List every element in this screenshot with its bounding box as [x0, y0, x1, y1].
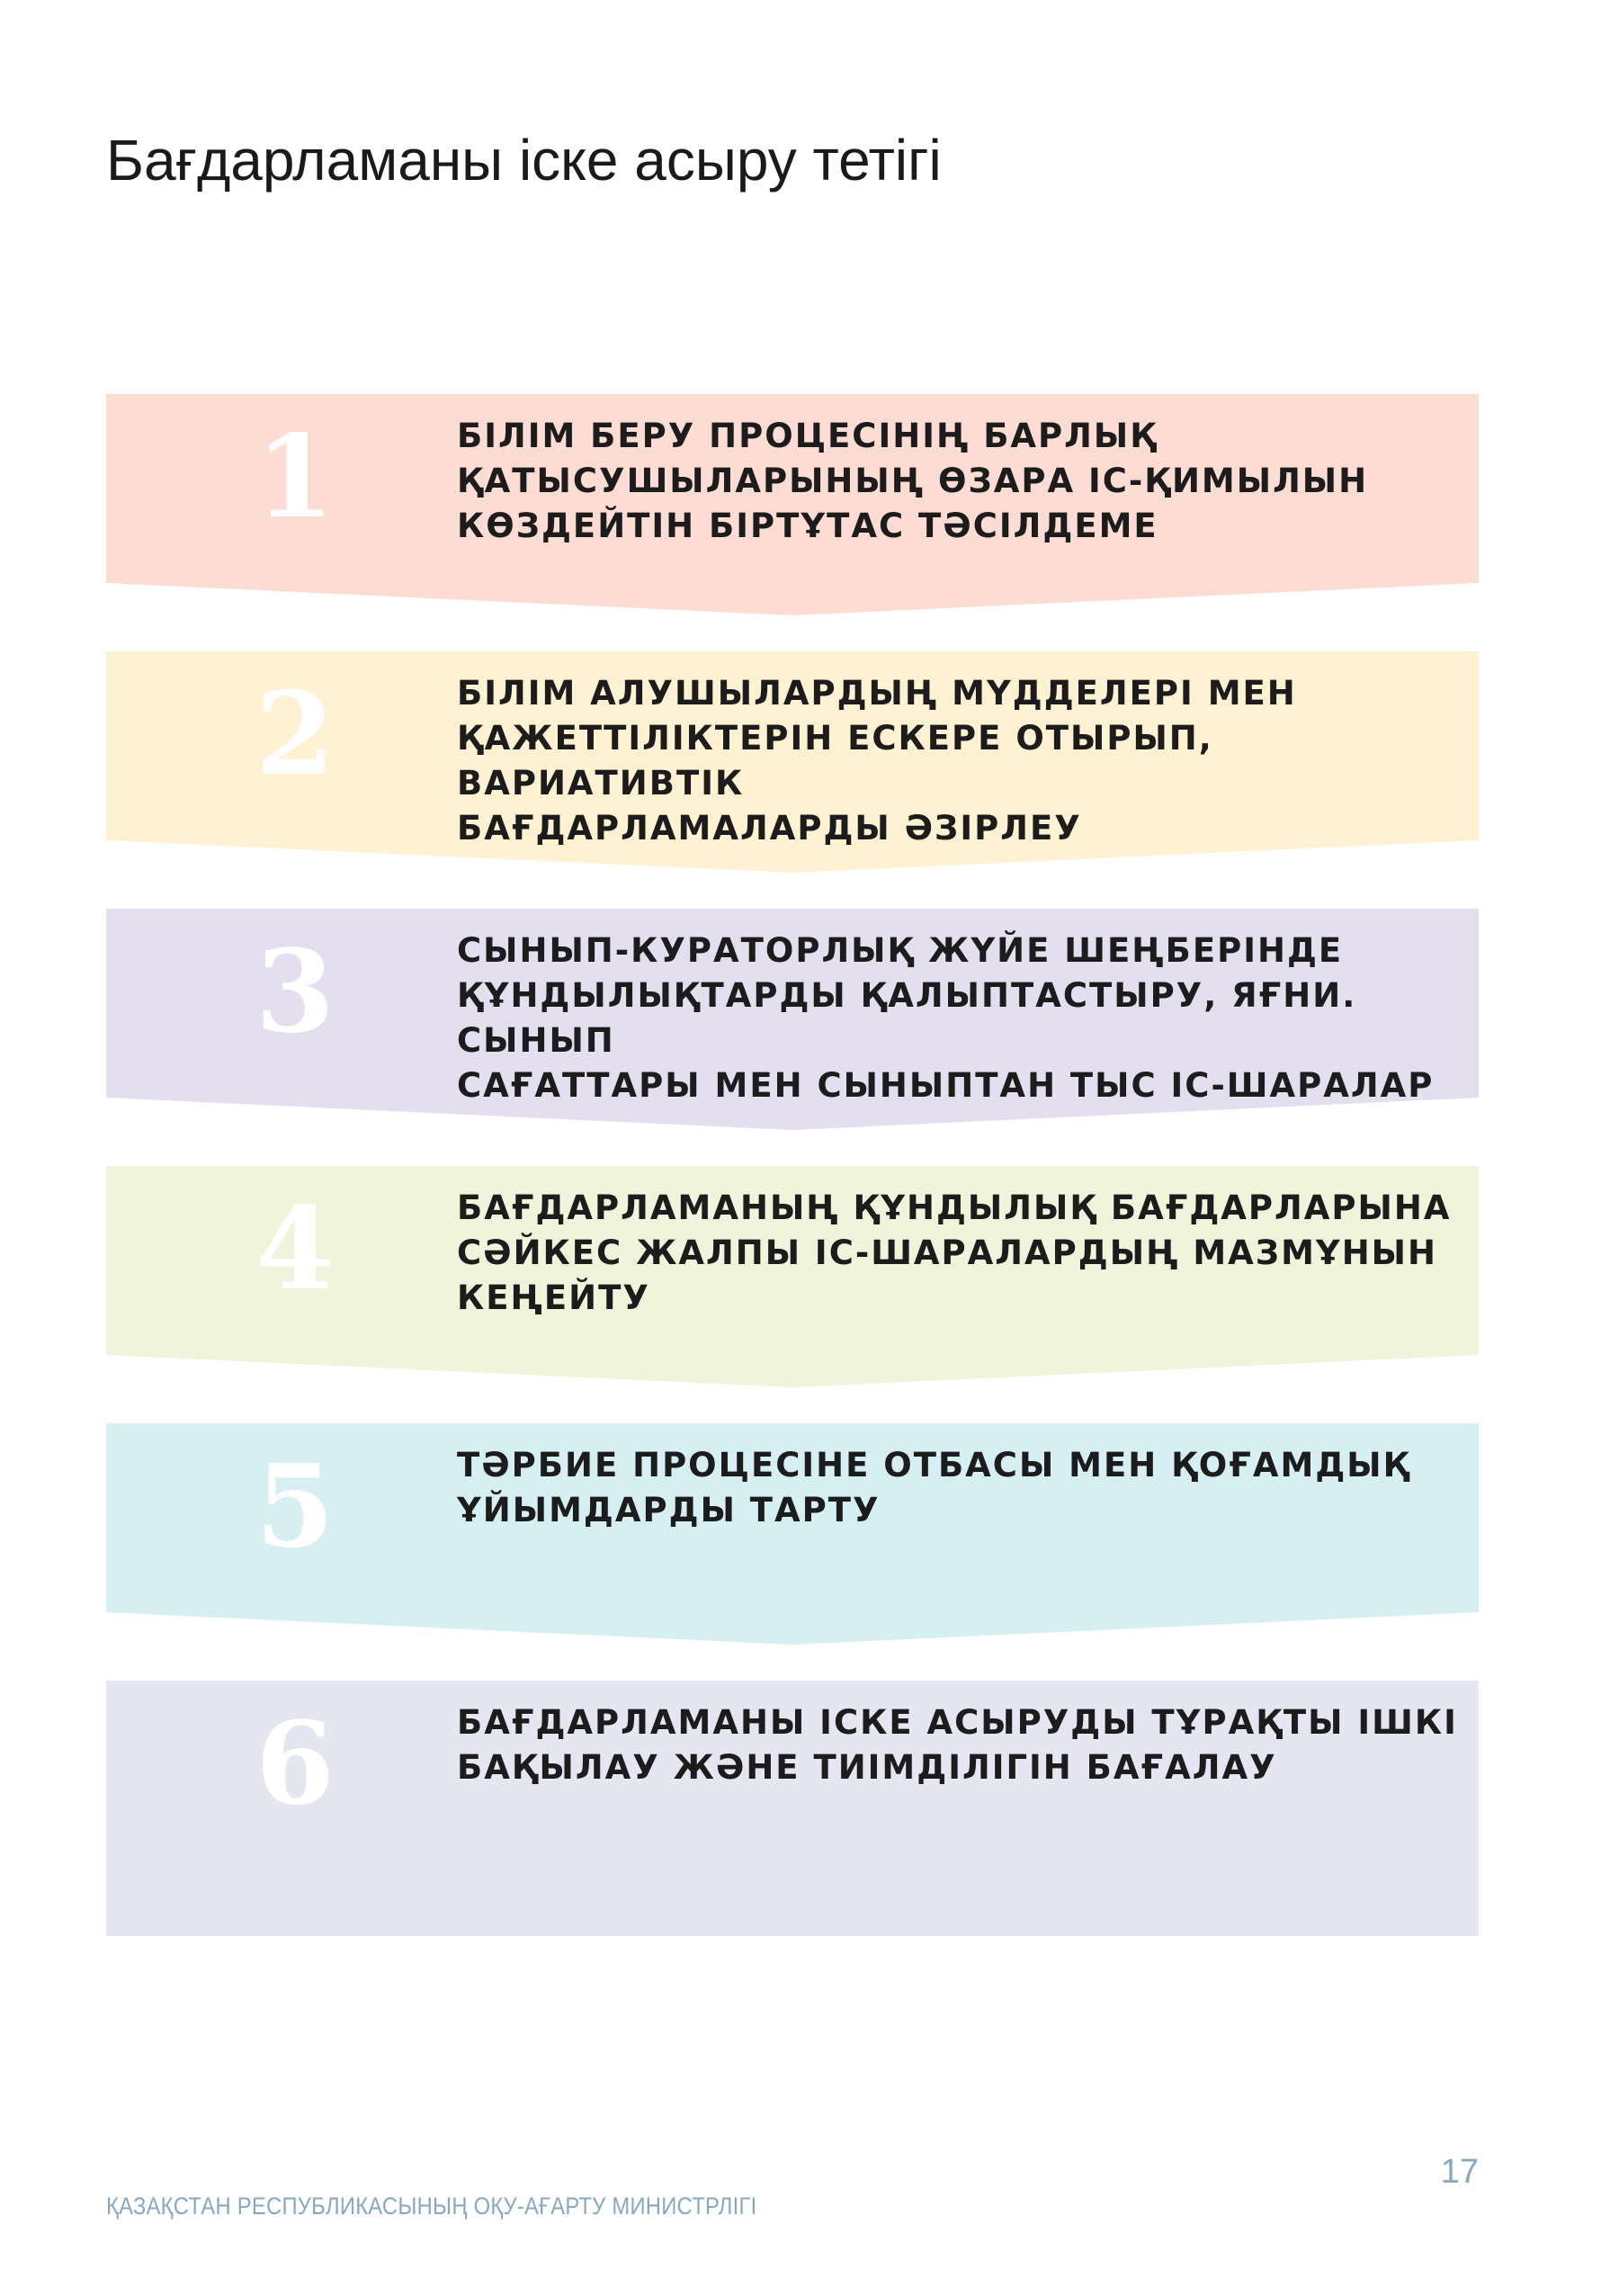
step-6 [106, 1681, 1479, 1936]
step-1-number: 1 [255, 410, 335, 543]
step-6-text: БАҒДАРЛАМАНЫ ІСКЕ АСЫРУДЫ ТҰРАҚТЫ ІШКІ БАҚЫЛАУ ЖӘНЕ ТИІМДІЛІГІН БАҒАЛАУ [457, 1703, 1458, 1787]
step-2 [106, 651, 1479, 873]
step-3-text: СЫНЫП-КУРАТОРЛЫҚ ЖҮЙЕ ШЕҢБЕРІНДЕ ҚҰНДЫЛЫҚТАРДЫ ҚАЛЫПТАСТЫРУ, ЯҒНИ. СЫНЫП САҒАТТАРЫ МЕН СЫНЫПТАН ТЫС ІС-ШАРАЛАР [457, 931, 1435, 1105]
step-1-text: БІЛІМ БЕРУ ПРОЦЕСІНІҢ БАРЛЫҚ ҚАТЫСУШЫЛАРЫНЫҢ ӨЗАРА ІС-ҚИМЫЛЫН КӨЗДЕЙТІН БІРТҰТАС ТӘСІЛДЕМЕ [457, 417, 1369, 545]
step-3 [106, 909, 1479, 1130]
step-4-number: 4 [255, 1182, 335, 1315]
step-5-number: 5 [255, 1439, 335, 1573]
page-number: 17 [1440, 2153, 1479, 2191]
step-5-text: ТӘРБИЕ ПРОЦЕСІНЕ ОТБАСЫ МЕН ҚОҒАМДЫҚ ҰЙЫМДАРДЫ ТАРТУ [457, 1446, 1411, 1529]
step-1 [106, 394, 1479, 615]
step-2-text: БІЛІМ АЛУШЫЛАРДЫҢ МҮДДЕЛЕРІ МЕН ҚАЖЕТТІЛІКТЕРІН ЕСКЕРЕ ОТЫРЫП, ВАРИАТИВТІК БАҒДАРЛАМАЛАРДЫ ӘЗІРЛЕУ [457, 674, 1297, 848]
step-4-text: БАҒДАРЛАМАНЫҢ ҚҰНДЫЛЫҚ БАҒДАРЛАРЫНА СӘЙКЕС ЖАЛПЫ ІС-ШАРАЛАРДЫҢ МАЗМҰНЫН КЕҢЕЙТУ [457, 1188, 1452, 1317]
step-5 [106, 1423, 1479, 1645]
step-3-number: 3 [255, 925, 335, 1058]
page-title: Бағдарламаны іске асыру тетігі [106, 128, 942, 193]
step-4 [106, 1166, 1479, 1387]
footer-ministry-name: ҚАЗАҚСТАН РЕСПУБЛИКАСЫНЫҢ ОҚУ-АҒАРТУ МИНИСТРЛІГІ [106, 2193, 757, 2220]
step-2-number: 2 [255, 668, 335, 801]
step-6-number: 6 [255, 1697, 335, 1830]
